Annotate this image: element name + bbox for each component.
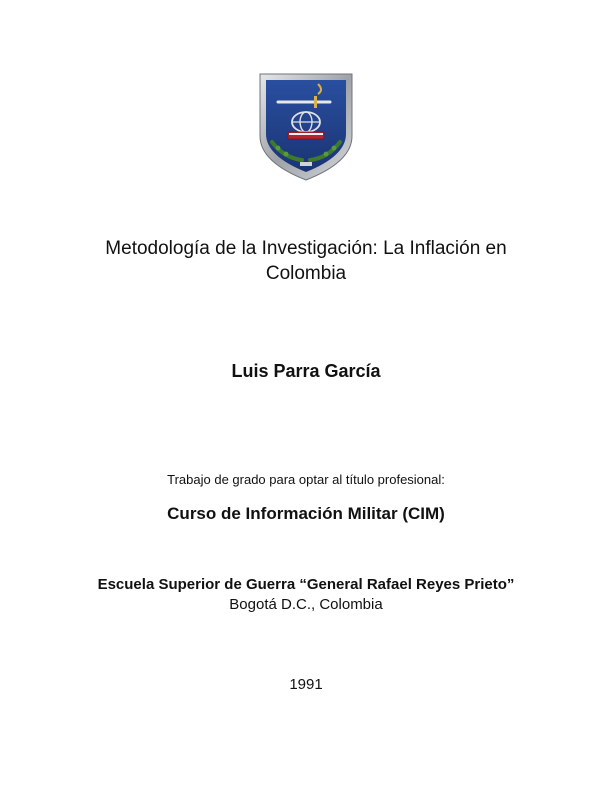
institution-location: Bogotá D.C., Colombia bbox=[229, 596, 383, 613]
publication-year: 1991 bbox=[289, 676, 323, 693]
thesis-title-line-2: Colombia bbox=[265, 263, 347, 284]
crest-icon bbox=[258, 70, 354, 182]
institution-name: Escuela Superior de Guerra “General Rafael Reyes Prieto” bbox=[97, 576, 515, 593]
program-name: Curso de Información Militar (CIM) bbox=[167, 504, 445, 523]
author-name: Luis Parra García bbox=[231, 361, 381, 381]
thesis-title-line-1: Metodología de la Investigación: La Inflación en bbox=[105, 238, 507, 259]
degree-intro-text: Trabajo de grado para optar al título profesional: bbox=[167, 472, 445, 487]
thesis-title bbox=[40, 236, 572, 286]
